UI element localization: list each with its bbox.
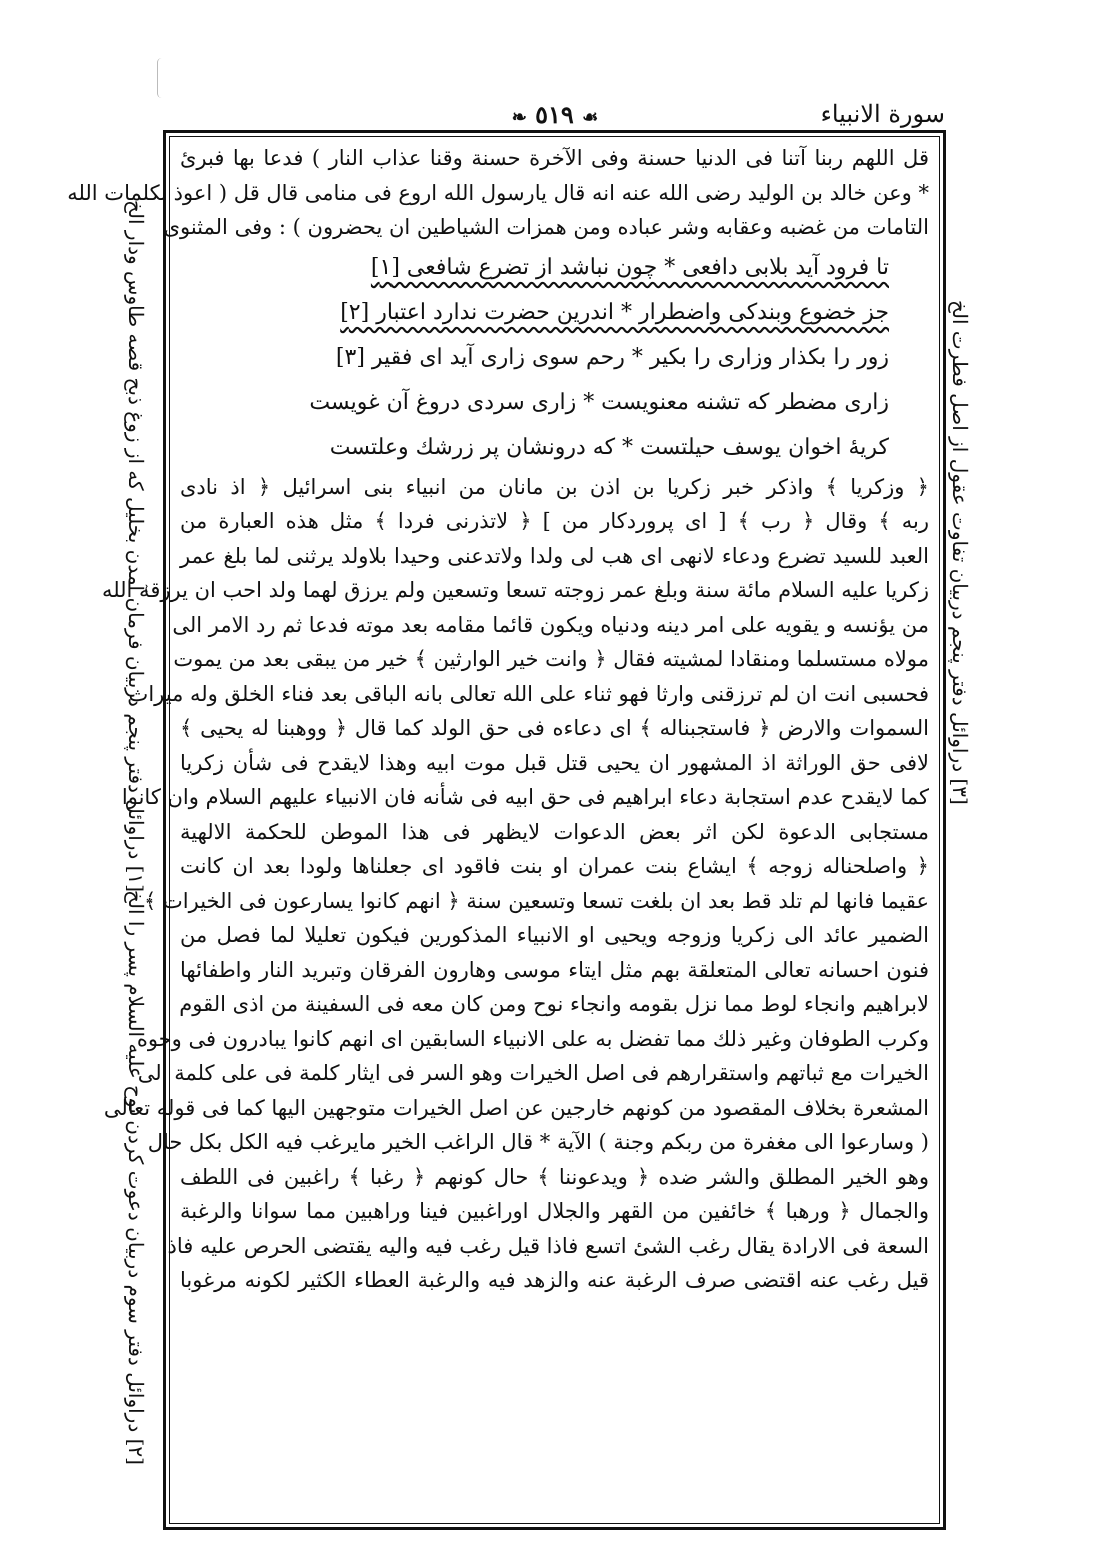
text-line: ﴿ وزكريا ﴾ واذكر خبر زكريا بن اذن بن مانان من انبياء بنى اسرائيل ﴿ اذ نادى: [180, 474, 929, 499]
text-line: الخيرات مع ثباتهم واستقرارهم فى اصل الخيرات وهو السر فى ايثار كلمة فى على كلمة الى: [137, 1061, 929, 1085]
text-line: السموات والارض ﴿ فاستجبناله ﴾ اى دعاءه فى حق الولد كما قال ﴿ ووهبنا له يحيى ﴾: [180, 716, 929, 740]
page-number: [512, 100, 599, 129]
text-line: قل اللهم ربنا آتنا فى الدنيا حسنة وفى الآخرة حسنة وقنا عذاب النار ) فدعا بها فبرئ: [180, 146, 929, 170]
pen-mark: [157, 58, 166, 98]
text-line: عقيما فانها لم تلد قط بعد ان بلغت تسعا وتسعين سنة ﴿ انهم كانوا يسارعون فى الخيرات ﴾: [144, 888, 929, 913]
ornament-icon: ☙: [582, 107, 599, 128]
ornament-icon: ❧: [511, 107, 527, 128]
text-line: فحسبى انت ان لم ترزقنى وارثا فهو ثناء على الله تعالى بانه الباقى بعد فناء الخلق وله ميراث: [128, 681, 929, 706]
verse-text: تا فرود آيد بلابى دافعى * چون نباشد از تضرع شافعى [١]: [370, 254, 889, 280]
text-line: السعة فى الارادة يقال رغب الشئ اتسع فاذا قيل رغب فيه واليه يقتضى الحرص عليه فاذا: [161, 1233, 929, 1258]
text-line: الضمير عائد الى زكريا وزوجه ويحيى او الانبياء المذكورين فيكون تعليلا لما فصل من: [180, 923, 929, 947]
text-line: قيل رغب عنه اقتضى صرف الرغبة عنه والزهد فيه والرغبة العطاء الكثير لكونه مرغوبا: [180, 1268, 929, 1292]
text-line: وكرب الطوفان وغير ذلك مما تفضل به على الانبياء السابقين اى انهم كانوا يبادرون فى وجوه: [136, 1026, 929, 1051]
verse-line: [180, 335, 929, 380]
verse-line: [180, 245, 929, 290]
text-line: ربه ﴾ وقال ﴿ رب ﴾ [ اى پروردكار من ] ﴿ لاتذرنى فردا ﴾ مثل هذه العبارة من: [180, 509, 929, 533]
margin-note-right: [٣] دراوائل دفتر پنجم دربيان تفاوت عقول از اصل فطرت الخ: [948, 300, 972, 805]
verse-text: كريهٔ اخوان يوسف حيلتست * كه درونشان پر زرشك وعلتست: [329, 434, 889, 460]
margin-note-left-bottom: [٢] دراوائل دفتر سوم دربيان دعوت كردن نوح عليه السلام پسر را الخ: [124, 890, 148, 1465]
verse-text: جز خضوع وبندكى واضطرار * اندرين حضرت ندارد اعتبار [٢]: [340, 299, 889, 325]
text-line: ( وسارعوا الى مغفرة من ربكم وجنة ) الآية * قال الراغب الخير مايرغب فيه الكل بكل حال: [147, 1130, 929, 1154]
text-line: فنون احسانه تعالى المتعلقة بهم مثل ايتاء موسى وهارون الفرقان وتبريد النار واطفائها: [180, 957, 929, 982]
verse-line: [180, 380, 929, 425]
verse-text: زور را بكذار وزارى را بكير * رحم سوى زارى آيد اى فقير [٣]: [335, 344, 889, 370]
text-line: لافى حق الوراثة اذ المشهور ان يحيى قتل قبل موت ابيه وهذا لايقدح فى شأن زكريا: [180, 750, 929, 775]
verse-text: زارى مضطر كه تشنه معنويست * زارى سردى دروغ آن غويست: [309, 389, 889, 415]
text-line: المشعرة بخلاف المقصود من كونهم خارجين عن اصل الخيرات متوجهين اليها كما فى قوله تعالى: [103, 1095, 929, 1120]
margin-note-left-top: [١] دراوائل دفتر پنجم دربيان فرمان آمدن بخليل كه از زوغ ذبح قصه طاوس ودار الخ: [124, 200, 148, 893]
text-line: مولاه مستسلما ومنقادا لمشيته فقال ﴿ وانت خير الوارثين ﴾ خير من يبقى بعد من يموت: [173, 647, 929, 671]
text-line: التامات من غضبه وعقابه وشر عباده ومن همزات الشياطين ان يحضرون ) : وفى المثنوى: [163, 215, 929, 239]
verse-line: [180, 425, 929, 470]
text-line: مستجابى الدعوة لكن اثر بعض الدعوات لايظهر فى هذا الموطن للحكمة الالهية: [180, 819, 929, 844]
text-line: لابراهيم وانجاء لوط مما نزل بقومه وانجاء نوح ومن كان معه فى السفينة من اذى القوم: [179, 992, 929, 1016]
text-line: والجمال ﴿ ورهبا ﴾ خائفين من القهر والجلال اوراغبين فينا وراهبين مما سوانا والرغبة: [180, 1199, 929, 1223]
page-number-value: ٥١٩: [535, 100, 574, 129]
text-line: وهو الخير المطلق والشر ضده ﴿ ويدعوننا ﴾ حال كونهم ﴿ رغبا ﴾ راغبين فى اللطف: [180, 1164, 929, 1189]
surah-title: سورة الانبياء: [820, 100, 945, 128]
text-line: زكريا عليه السلام مائة سنة وبلغ عمر زوجته تسعا وتسعين ولم يرزق لهما ولد احب ان يرزقه الله: [101, 578, 929, 602]
text-line: العبد للسيد تضرع ودعاء لانهى اى هب لى ولدا ولاتدعنى وحيدا بلاولد يرثنى لما بلغ عمر: [180, 543, 929, 568]
text-line: * وعن خالد بن الوليد رضى الله عنه انه قال يارسول الله اروع فى منامى قال قل ( اعوذ بكلمات الله: [67, 180, 929, 205]
text-line: ﴿ واصلحناله زوجه ﴾ ايشاع بنت عمران او بنت فاقود اى جعلناها ولودا بعد ان كانت: [180, 854, 929, 878]
verse-line: [180, 290, 929, 335]
text-line: من يؤنسه و يقويه على امر دينه ودنياه ويكون قائما مقامه بعد موته فدعا ثم رد الامر الى: [172, 612, 929, 637]
text-line: كما لايقدح عدم استجابة دعاء ابراهيم فى حق ابيه فى شأنه فان الانبياء عليهم السلام وان كانوا: [121, 785, 929, 809]
